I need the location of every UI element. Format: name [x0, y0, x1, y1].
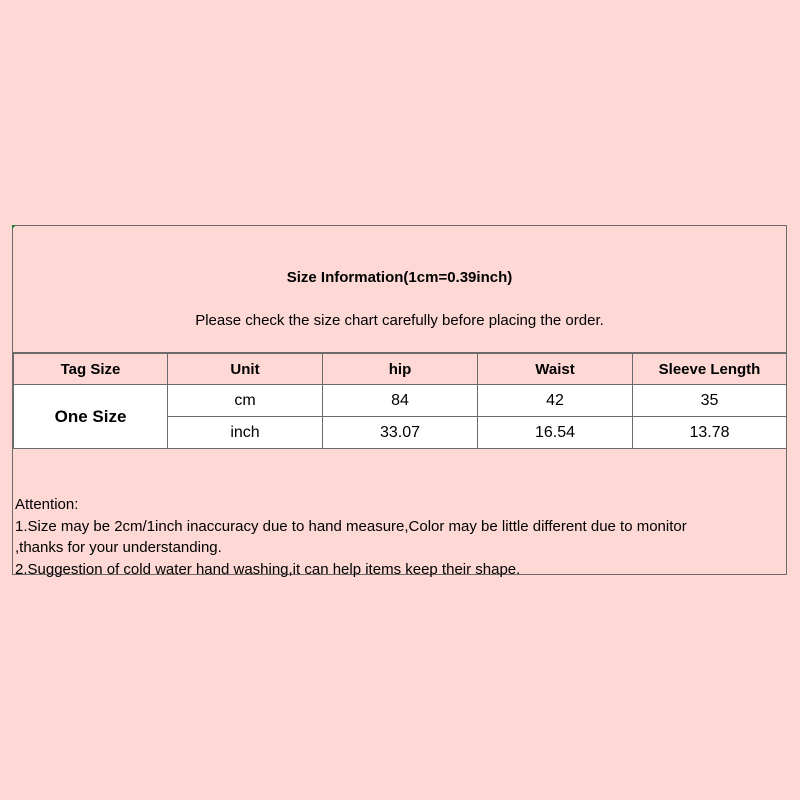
- hip-cell: 33.07: [323, 417, 478, 449]
- size-chart-sheet: [12, 225, 787, 578]
- column-header-tag-size: Tag Size: [14, 354, 168, 385]
- table-row: [14, 385, 787, 417]
- attention-note-1-continued: ,thanks for your understanding.: [15, 539, 222, 556]
- column-header-unit: Unit: [168, 354, 323, 385]
- unit-cell: cm: [168, 385, 323, 417]
- size-table-header-row: [14, 354, 787, 385]
- size-table: [13, 353, 787, 449]
- waist-cell: 16.54: [478, 417, 633, 449]
- tag-size-cell: One Size: [14, 385, 168, 449]
- attention-notes: [13, 448, 786, 578]
- attention-note-1: 1.Size may be 2cm/1inch inaccuracy due to hand measure,Color may be little different due to monitor: [15, 517, 687, 535]
- attention-note-2: 2.Suggestion of cold water hand washing,it can help items keep their shape.: [15, 560, 521, 578]
- unit-cell: inch: [168, 417, 323, 449]
- sleeve-cell: 35: [633, 385, 787, 417]
- waist-cell: 42: [478, 385, 633, 417]
- column-header-hip: hip: [323, 354, 478, 385]
- sleeve-cell: 13.78: [633, 417, 787, 449]
- column-header-waist: Waist: [478, 354, 633, 385]
- size-info-title: Size Information(1cm=0.39inch): [286, 269, 513, 286]
- size-info-subtitle: Please check the size chart carefully before placing the order.: [195, 312, 604, 329]
- column-header-sleeve-length: Sleeve Length: [633, 354, 787, 385]
- hip-cell: 84: [323, 385, 478, 417]
- attention-heading: Attention:: [15, 496, 79, 513]
- size-info-header: [13, 226, 786, 353]
